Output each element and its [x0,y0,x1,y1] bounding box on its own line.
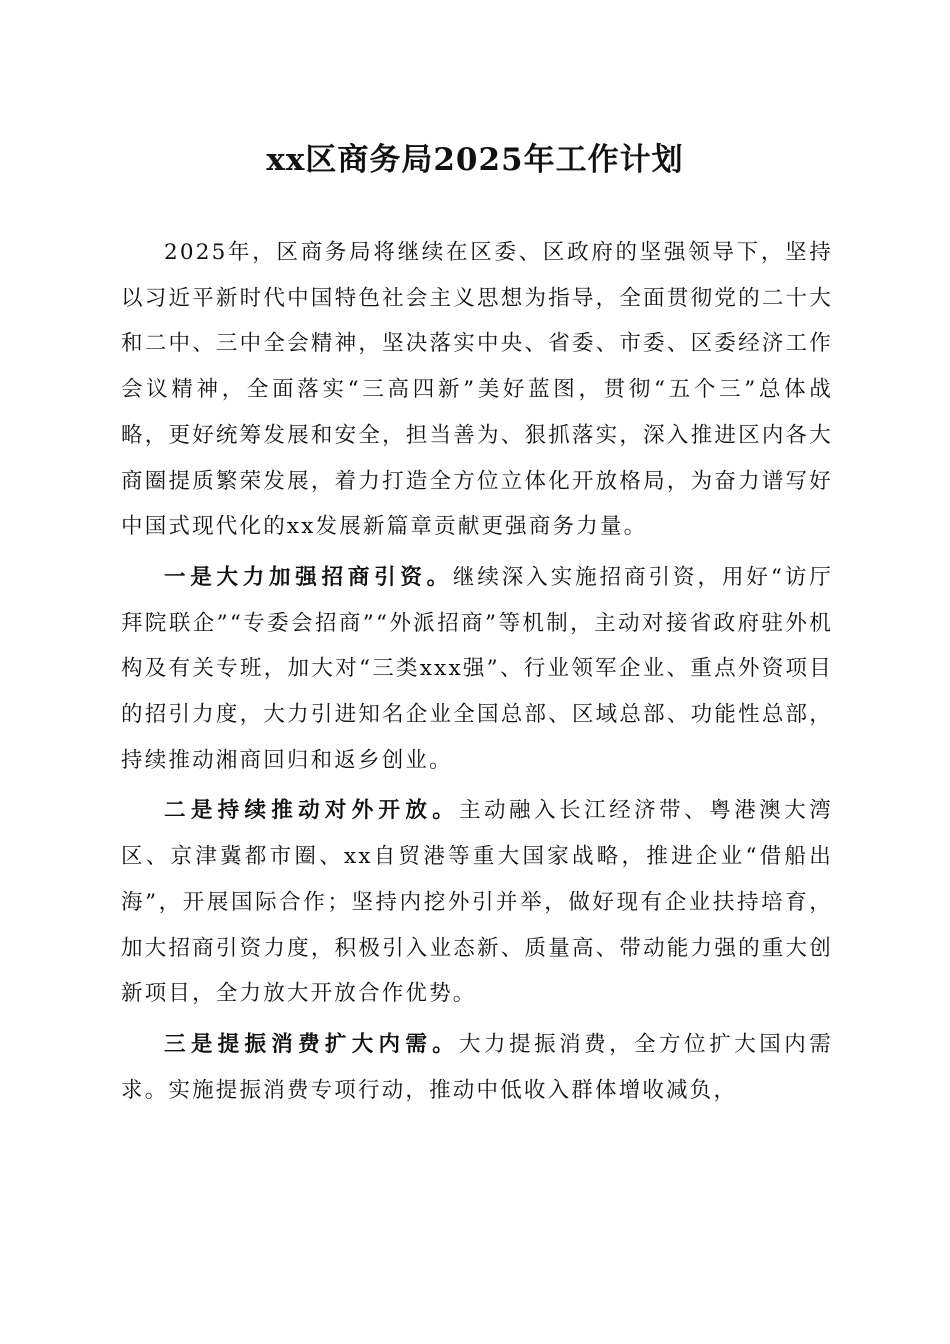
section-2-text: 主动融入长江经济带、粤港澳大湾区、京津冀都市圈、xx自贸港等重大国家战略，推进企业“借船出海”，开展国际合作；坚持内挖外引并举，做好现有企业扶持培育，加大招商引资力度，积极引入业态新、质量高、带动能力强的重大创新项目，全力放大开放合作优势。 [121,798,833,1007]
section-3-heading: 三是提振消费扩大内需。 [164,1031,460,1057]
section-paragraph-3 [121,1022,833,1113]
section-paragraph-2 [121,788,833,1017]
document-body [121,230,833,1118]
intro-paragraph: 2025年，区商务局将继续在区委、区政府的坚强领导下，坚持以习近平新时代中国特色社会主义思想为指导，全面贯彻党的二十大和二中、三中全会精神，坚决落实中央、省委、市委、区委经济工作会议精神，全面落实“三高四新”美好蓝图，贯彻“五个三”总体战略，更好统筹发展和安全，担当善为、狠抓落实，深入推进区内各大商圈提质繁荣发展，着力打造全方位立体化开放格局，为奋力谱写好中国式现代化的xx发展新篇章贡献更强商务力量。 [121,240,833,540]
section-paragraph-1 [121,555,833,784]
section-2-heading: 二是持续推动对外开放。 [164,798,460,824]
section-1-text: 继续深入实施招商引资，用好“访厅拜院联企”“专委会招商”“外派招商”等机制，主动对接省政府驻外机构及有关专班，加大对“三类xxx强”、行业领军企业、重点外资项目的招引力度，大力引进知名企业全国总部、区域总部、功能性总部，持续推动湘商回归和返乡创业。 [121,564,833,773]
document-title: xx区商务局2025年工作计划 [266,142,684,178]
section-1-heading: 一是大力加强招商引资。 [164,564,453,590]
section-3-text: 大力提振消费，全方位扩大国内需求。实施提振消费专项行动，推动中低收入群体增收减负， [121,1031,833,1103]
